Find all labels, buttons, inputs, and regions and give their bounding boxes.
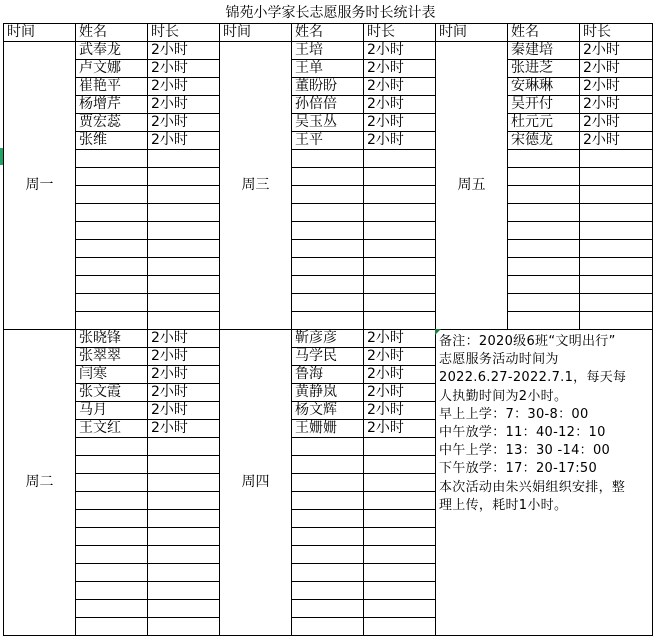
name-cell[interactable] (292, 168, 364, 186)
header-duration[interactable]: 时长 (364, 24, 436, 42)
duration-cell[interactable] (148, 276, 220, 294)
table-row (4, 276, 653, 294)
duration-cell[interactable] (580, 240, 653, 258)
duration-cell[interactable]: 2小时 (580, 42, 653, 60)
duration-cell[interactable]: 2小时 (364, 42, 436, 60)
name-cell[interactable] (76, 492, 148, 510)
duration-cell[interactable] (364, 222, 436, 240)
name-cell[interactable]: 闫寒 (76, 366, 148, 384)
name-cell[interactable] (292, 510, 364, 528)
duration-cell[interactable] (148, 150, 220, 168)
duration-cell[interactable] (364, 564, 436, 582)
day-label-tue[interactable]: 周二 (4, 330, 76, 636)
table-row (4, 294, 653, 312)
duration-cell[interactable] (580, 294, 653, 312)
duration-cell[interactable]: 2小时 (148, 366, 220, 384)
duration-cell[interactable] (364, 276, 436, 294)
sheet-title: 锦苑小学家长志愿服务时长统计表 (225, 5, 436, 21)
name-cell[interactable] (292, 582, 364, 600)
name-cell[interactable] (76, 294, 148, 312)
duration-cell[interactable] (364, 258, 436, 276)
name-cell[interactable] (508, 294, 580, 312)
duration-cell[interactable] (148, 186, 220, 204)
name-cell[interactable] (76, 474, 148, 492)
name-cell[interactable] (508, 150, 580, 168)
duration-cell[interactable]: 2小时 (364, 366, 436, 384)
name-cell[interactable] (76, 204, 148, 222)
duration-cell[interactable] (364, 186, 436, 204)
name-cell[interactable] (292, 204, 364, 222)
duration-cell[interactable]: 2小时 (148, 78, 220, 96)
name-cell[interactable]: 马学民 (292, 348, 364, 366)
name-cell[interactable] (76, 510, 148, 528)
duration-cell[interactable] (580, 276, 653, 294)
duration-cell[interactable] (364, 240, 436, 258)
name-cell[interactable]: 张文霞 (76, 384, 148, 402)
duration-cell[interactable] (148, 438, 220, 456)
name-cell[interactable]: 王单 (292, 60, 364, 78)
duration-cell[interactable] (148, 258, 220, 276)
duration-cell[interactable]: 2小时 (364, 96, 436, 114)
duration-cell[interactable]: 2小时 (148, 42, 220, 60)
duration-cell[interactable] (148, 510, 220, 528)
table-row (4, 78, 653, 96)
day-label-wed[interactable]: 周三 (220, 42, 292, 330)
name-cell[interactable]: 张进芝 (508, 60, 580, 78)
name-cell[interactable] (76, 168, 148, 186)
name-cell[interactable]: 王平 (292, 132, 364, 150)
name-cell[interactable]: 杨增芹 (76, 96, 148, 114)
duration-cell[interactable]: 2小时 (580, 60, 653, 78)
duration-cell[interactable] (148, 456, 220, 474)
table-row (4, 114, 653, 132)
header-duration[interactable]: 时长 (148, 24, 220, 42)
name-cell[interactable] (76, 222, 148, 240)
duration-cell[interactable]: 2小时 (364, 402, 436, 420)
duration-cell[interactable]: 2小时 (580, 114, 653, 132)
name-cell[interactable] (76, 438, 148, 456)
duration-cell[interactable] (148, 474, 220, 492)
duration-cell[interactable] (580, 186, 653, 204)
name-cell[interactable] (508, 258, 580, 276)
note-line: 中午放学：11：40-12：10 (439, 425, 606, 441)
name-cell[interactable]: 杜元元 (508, 114, 580, 132)
table-row (4, 60, 653, 78)
duration-cell[interactable]: 2小时 (148, 384, 220, 402)
name-cell[interactable]: 崔艳平 (76, 78, 148, 96)
duration-cell[interactable] (364, 204, 436, 222)
duration-cell[interactable]: 2小时 (364, 330, 436, 348)
name-cell[interactable] (292, 276, 364, 294)
duration-cell[interactable]: 2小时 (364, 78, 436, 96)
duration-cell[interactable] (580, 150, 653, 168)
duration-cell[interactable]: 2小时 (580, 132, 653, 150)
name-cell[interactable] (76, 546, 148, 564)
duration-cell[interactable] (364, 312, 436, 330)
name-cell[interactable] (292, 600, 364, 618)
name-cell[interactable] (292, 564, 364, 582)
duration-cell[interactable] (364, 168, 436, 186)
name-cell[interactable]: 贾宏蕊 (76, 114, 148, 132)
name-cell[interactable]: 吴开付 (508, 96, 580, 114)
duration-cell[interactable] (580, 168, 653, 186)
duration-cell[interactable] (148, 492, 220, 510)
name-cell[interactable]: 鲁海 (292, 366, 364, 384)
header-name[interactable]: 姓名 (508, 24, 580, 42)
table-row (4, 132, 653, 150)
duration-cell[interactable]: 2小时 (148, 420, 220, 438)
day-label-thu[interactable]: 周四 (220, 330, 292, 636)
name-cell[interactable] (76, 564, 148, 582)
table-row (4, 168, 653, 186)
duration-cell[interactable] (364, 474, 436, 492)
duration-cell[interactable]: 2小时 (364, 348, 436, 366)
note-line: 人执勤时间为2小时。 (439, 388, 568, 404)
name-cell[interactable] (76, 150, 148, 168)
table-row (4, 222, 653, 240)
duration-cell[interactable] (364, 492, 436, 510)
duration-cell[interactable] (364, 438, 436, 456)
duration-cell[interactable] (148, 222, 220, 240)
name-cell[interactable] (76, 186, 148, 204)
note-line: 备注：2020级6班“文明出行” (439, 334, 616, 349)
note-line: 理上传，耗时1小时。 (439, 497, 568, 513)
name-cell[interactable] (292, 150, 364, 168)
name-cell[interactable] (76, 312, 148, 330)
duration-cell[interactable] (364, 546, 436, 564)
name-cell[interactable] (508, 222, 580, 240)
name-cell[interactable] (292, 438, 364, 456)
name-cell[interactable]: 安琳琳 (508, 78, 580, 96)
duration-cell[interactable] (364, 510, 436, 528)
header-row (4, 24, 653, 42)
duration-cell[interactable] (148, 204, 220, 222)
volunteer-table (3, 23, 653, 636)
duration-cell[interactable]: 2小时 (148, 60, 220, 78)
header-name[interactable]: 姓名 (76, 24, 148, 42)
name-cell[interactable] (292, 222, 364, 240)
name-cell[interactable]: 吴玉丛 (292, 114, 364, 132)
name-cell[interactable]: 王培 (292, 42, 364, 60)
duration-cell[interactable] (148, 600, 220, 618)
duration-cell[interactable] (364, 150, 436, 168)
name-cell[interactable]: 秦建培 (508, 42, 580, 60)
duration-cell[interactable] (148, 168, 220, 186)
note-line: 中午上学：13：30 -14：00 (439, 443, 611, 459)
name-cell[interactable]: 张晓锋 (76, 330, 148, 348)
header-duration[interactable]: 时长 (580, 24, 653, 42)
table-row (4, 96, 653, 114)
name-cell[interactable]: 张维 (76, 132, 148, 150)
duration-cell[interactable]: 2小时 (148, 330, 220, 348)
name-cell[interactable] (292, 312, 364, 330)
name-cell[interactable] (292, 294, 364, 312)
name-cell[interactable] (508, 204, 580, 222)
duration-cell[interactable]: 2小时 (148, 348, 220, 366)
duration-cell[interactable] (148, 294, 220, 312)
duration-cell[interactable] (148, 240, 220, 258)
name-cell[interactable]: 王文红 (76, 420, 148, 438)
name-cell[interactable] (292, 456, 364, 474)
duration-cell[interactable]: 2小时 (148, 114, 220, 132)
duration-cell[interactable]: 2小时 (580, 78, 653, 96)
name-cell[interactable] (76, 600, 148, 618)
note-cell[interactable] (436, 330, 653, 636)
table-row (4, 330, 653, 348)
name-cell[interactable] (76, 258, 148, 276)
duration-cell[interactable] (148, 564, 220, 582)
header-name[interactable]: 姓名 (292, 24, 364, 42)
duration-cell[interactable] (580, 204, 653, 222)
name-cell[interactable] (76, 528, 148, 546)
name-cell[interactable] (292, 492, 364, 510)
table-row (4, 312, 653, 330)
duration-cell[interactable] (580, 312, 653, 330)
duration-cell[interactable] (148, 546, 220, 564)
name-cell[interactable] (508, 186, 580, 204)
name-cell[interactable]: 马月 (76, 402, 148, 420)
duration-cell[interactable] (580, 258, 653, 276)
duration-cell[interactable] (148, 312, 220, 330)
duration-cell[interactable]: 2小时 (148, 96, 220, 114)
day-label-mon[interactable]: 周一 (4, 42, 76, 330)
day-label-fri[interactable]: 周五 (436, 42, 508, 330)
comment-indicator (435, 329, 441, 335)
note-line: 早上上学：7：30-8：00 (439, 406, 589, 422)
duration-cell[interactable] (364, 294, 436, 312)
name-cell[interactable] (76, 582, 148, 600)
name-cell[interactable]: 杨文辉 (292, 402, 364, 420)
duration-cell[interactable]: 2小时 (148, 132, 220, 150)
duration-cell[interactable] (364, 600, 436, 618)
name-cell[interactable]: 孙倍倍 (292, 96, 364, 114)
name-cell[interactable] (292, 240, 364, 258)
name-cell[interactable]: 张翠翠 (76, 348, 148, 366)
name-cell[interactable]: 靳彦彦 (292, 330, 364, 348)
note-line: 2022.6.27-2022.7.1，每天每 (439, 370, 627, 386)
duration-cell[interactable]: 2小时 (148, 402, 220, 420)
name-cell[interactable] (508, 168, 580, 186)
header-time[interactable]: 时间 (220, 24, 292, 42)
table-row (4, 258, 653, 276)
name-cell[interactable] (508, 276, 580, 294)
name-cell[interactable]: 宋德龙 (508, 132, 580, 150)
duration-cell[interactable] (580, 222, 653, 240)
note-line: 本次活动由朱兴娟组织安排，整 (439, 479, 626, 495)
duration-cell[interactable] (364, 618, 436, 636)
name-cell[interactable] (76, 276, 148, 294)
note-line: 下午放学：17：20-17:50 (439, 461, 598, 477)
name-cell[interactable] (292, 186, 364, 204)
table-row (4, 186, 653, 204)
name-cell[interactable]: 董盼盼 (292, 78, 364, 96)
name-cell[interactable] (292, 528, 364, 546)
table-row (4, 150, 653, 168)
duration-cell[interactable]: 2小时 (364, 60, 436, 78)
name-cell[interactable] (292, 618, 364, 636)
name-cell[interactable] (508, 240, 580, 258)
table-row (4, 204, 653, 222)
duration-cell[interactable] (148, 528, 220, 546)
duration-cell[interactable]: 2小时 (364, 420, 436, 438)
duration-cell[interactable] (148, 618, 220, 636)
duration-cell[interactable] (364, 528, 436, 546)
duration-cell[interactable] (364, 456, 436, 474)
duration-cell[interactable]: 2小时 (364, 132, 436, 150)
duration-cell[interactable] (364, 582, 436, 600)
name-cell[interactable] (292, 546, 364, 564)
header-time[interactable]: 时间 (4, 24, 76, 42)
duration-cell[interactable]: 2小时 (580, 96, 653, 114)
table-row (4, 240, 653, 258)
header-time[interactable]: 时间 (436, 24, 508, 42)
name-cell[interactable]: 黄静岚 (292, 384, 364, 402)
name-cell[interactable]: 武奉龙 (76, 42, 148, 60)
duration-cell[interactable]: 2小时 (364, 114, 436, 132)
name-cell[interactable] (76, 618, 148, 636)
duration-cell[interactable] (148, 582, 220, 600)
name-cell[interactable] (292, 474, 364, 492)
name-cell[interactable] (76, 456, 148, 474)
name-cell[interactable]: 卢文娜 (76, 60, 148, 78)
name-cell[interactable] (76, 240, 148, 258)
duration-cell[interactable]: 2小时 (364, 384, 436, 402)
note-line: 志愿服务活动时间为 (439, 352, 559, 368)
name-cell[interactable] (292, 258, 364, 276)
name-cell[interactable] (508, 312, 580, 330)
name-cell[interactable]: 王姗姗 (292, 420, 364, 438)
table-row (4, 42, 653, 60)
